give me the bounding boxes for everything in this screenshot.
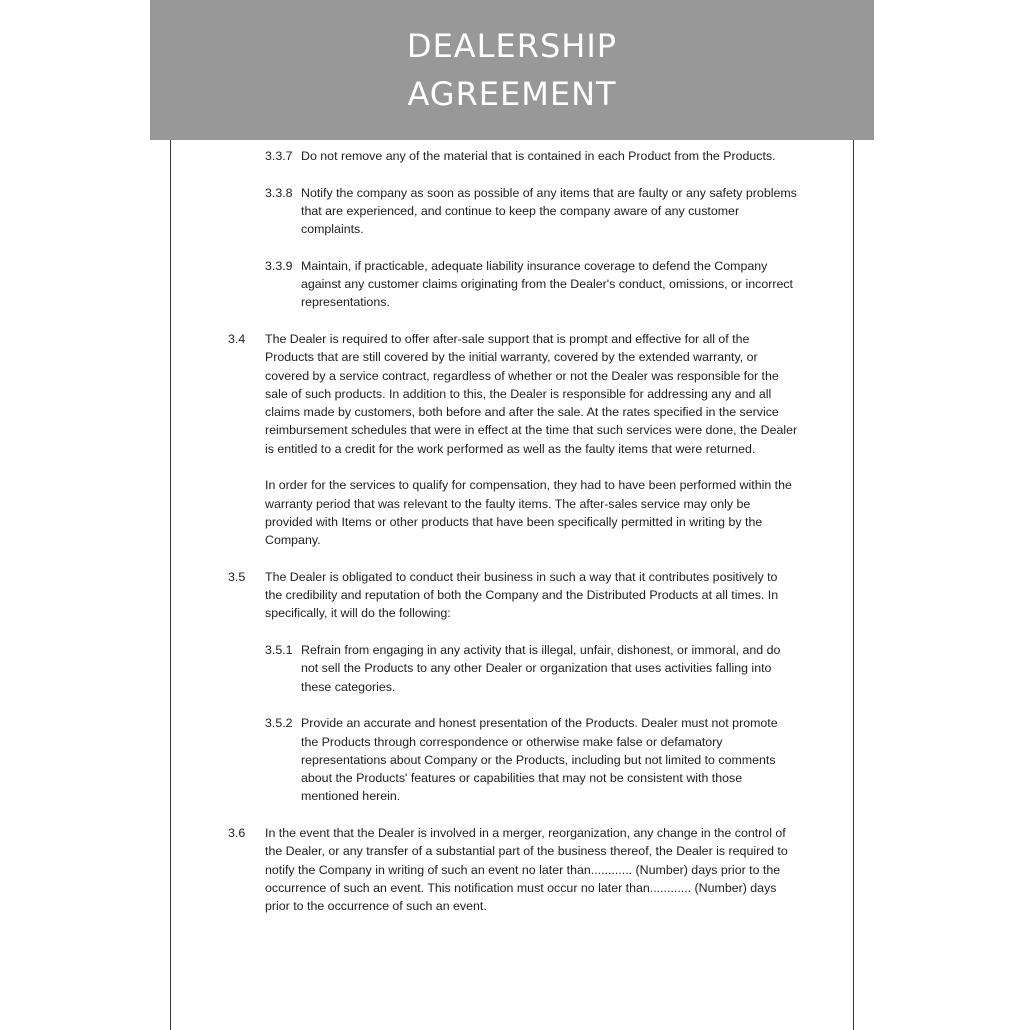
clause-3-5 (228, 568, 798, 623)
clause-text: Notify the company as soon as possible of any items that are faulty or any safety problems that are experienced, and continue to keep the company aware of any customer complaints. (301, 185, 797, 237)
clause-number: 3.3.8 (265, 185, 293, 200)
clause-number: 3.4 (228, 331, 246, 346)
clause-text: In the event that the Dealer is involved in a merger, reorganization, any change in the control of the Dealer, or any transfer of a substantial part of the business thereof, the Dealer is required to notify the Company in writing of such an event no later than............ (Number) days prior to the occurrence of such an event. This notification must occur no later than............ (Number) days prior to the occurrence of such an event. (265, 825, 788, 914)
clause-3-5-1 (265, 641, 798, 696)
clause-text: In order for the services to qualify for compensation, they had to have been performed within the warranty period that was relevant to the faulty items. The after-sales service may only be provided with Items or other products that have been specifically permitted in writing by the Company. (265, 478, 792, 548)
clause-3-5-2 (265, 714, 798, 805)
title-line-1: DEALERSHIP (406, 27, 618, 65)
clause-text: Do not remove any of the material that is contained in each Product from the Products. (301, 149, 776, 163)
clause-number: 3.6 (228, 825, 246, 840)
clause-number: 3.3.7 (265, 149, 293, 163)
clause-text: The Dealer is required to offer after-sale support that is prompt and effective for all of the Products that are still covered by the initial warranty, covered by the extended warranty, or covered by a service contract, regardless of whether or not the Dealer was responsible for the sale of such products. In addition to this, the Dealer is responsible for addressing any and all claims made by customers, both before and after the sale. At the rates specified in the service reimbursement schedules that were in effect at the time that such services were done, the Dealer is entitled to a credit for the work performed as well as the faulty items that were returned. (265, 331, 798, 456)
clause-3-3-8 (265, 184, 798, 239)
clause-3-3-7 (265, 147, 798, 165)
title-banner (150, 0, 874, 140)
clause-text: Provide an accurate and honest presentation of the Products. Dealer must not promote the Products through correspondence or otherwise make false or defamatory representations about Company or the Products, including but not limited to comments about the Products' features or capabilities that may not be consistent with those mentioned herein. (301, 716, 778, 804)
clause-3-3-9 (265, 257, 798, 312)
clause-text: Refrain from engaging in any activity that is illegal, unfair, dishonest, or immoral, and do not sell the Products to any other Dealer or organization that uses activities falling into these categories. (301, 643, 781, 694)
clause-3-4 (228, 330, 798, 458)
clause-number: 3.5.2 (265, 716, 293, 731)
document-body (228, 147, 798, 915)
clause-text: Maintain, if practicable, adequate liability insurance coverage to defend the Company against any customer claims originating from the Dealer's conduct, omissions, or incorrect representations. (301, 258, 794, 310)
clause-number: 3.5.1 (265, 643, 293, 658)
clause-number: 3.5 (228, 569, 246, 584)
clause-text: The Dealer is obligated to conduct their business in such a way that it contributes positively to the credibility and reputation of both the Company and the Distributed Products at all times. In specifically, it will do the following: (265, 569, 779, 621)
clause-3-4-continuation (228, 476, 798, 549)
clause-3-6 (228, 824, 798, 915)
title-line-2: AGREEMENT (407, 75, 617, 113)
clause-number: 3.3.9 (265, 258, 293, 273)
